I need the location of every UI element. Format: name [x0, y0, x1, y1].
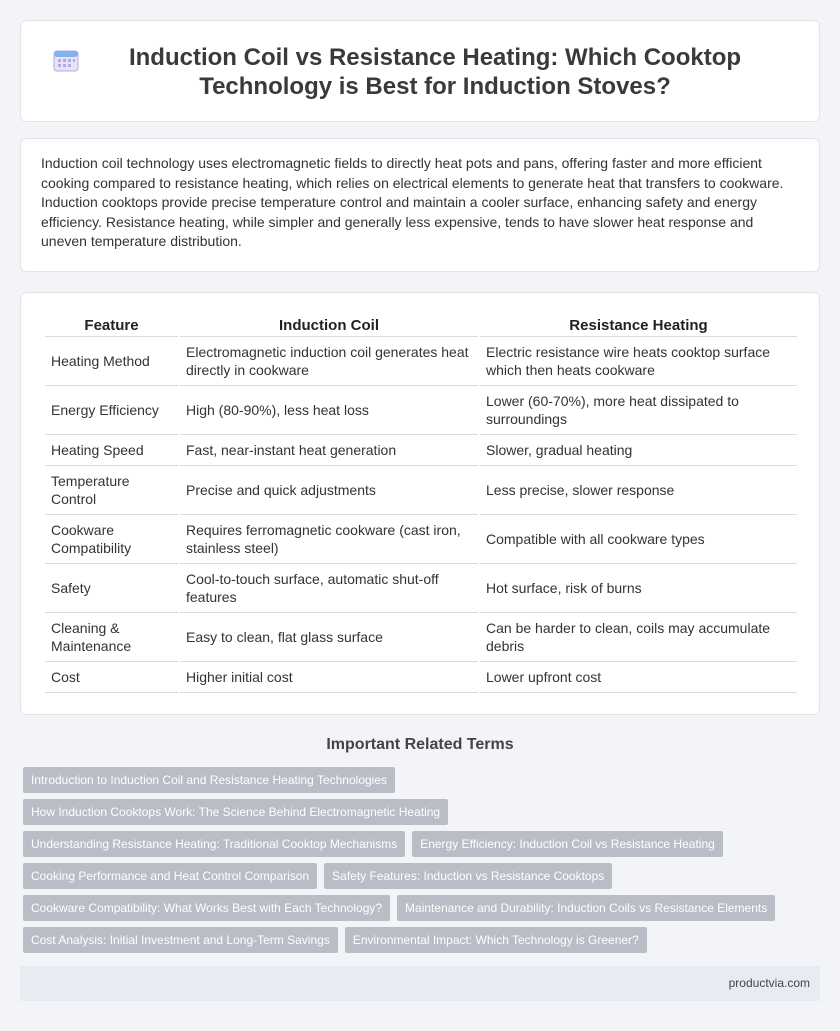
induction-cell: Easy to clean, flat glass surface: [180, 613, 478, 662]
related-term-link[interactable]: Energy Efficiency: Induction Coil vs Resistance Heating: [412, 831, 723, 857]
feature-cell: Heating Method: [45, 337, 178, 386]
intro-paragraph: Induction coil technology uses electromagnetic fields to directly heat pots and pans, offering faster and more efficient cooking compared to resistance heating, which relies on electrical elements to generate heat that transfers to cookware. Induction cooktops provide precise temperature control and maintain a cooler surface, enhancing safety and energy efficiency. Resistance heating, while simpler and generally less expensive, tends to have slower heat response and uneven temperature distribution.: [41, 155, 784, 249]
resistance-cell: Lower (60-70%), more heat dissipated to surroundings: [480, 386, 797, 435]
induction-cell: Precise and quick adjustments: [180, 466, 478, 515]
related-term-link[interactable]: Safety Features: Induction vs Resistance Cooktops: [324, 863, 612, 889]
intro-card: [20, 138, 820, 272]
induction-cell: Electromagnetic induction coil generates heat directly in cookware: [180, 337, 478, 386]
table-row: [45, 613, 797, 662]
table-row: [45, 564, 797, 613]
resistance-cell: Lower upfront cost: [480, 662, 797, 693]
resistance-cell: Electric resistance wire heats cooktop surface which then heats cookware: [480, 337, 797, 386]
induction-cell: Cool-to-touch surface, automatic shut-off features: [180, 564, 478, 613]
table-row: [45, 435, 797, 466]
feature-cell: Heating Speed: [45, 435, 178, 466]
header-resistance-heating: Resistance Heating: [480, 315, 797, 337]
table-row: [45, 662, 797, 693]
related-term-link[interactable]: How Induction Cooktops Work: The Science Behind Electromagnetic Heating: [23, 799, 448, 825]
title-card: [20, 20, 820, 122]
induction-cell: High (80-90%), less heat loss: [180, 386, 478, 435]
resistance-cell: Can be harder to clean, coils may accumulate debris: [480, 613, 797, 662]
table-row: [45, 337, 797, 386]
induction-cell: Higher initial cost: [180, 662, 478, 693]
related-terms-list: [23, 767, 813, 959]
feature-cell: Safety: [45, 564, 178, 613]
feature-cell: Cleaning & Maintenance: [45, 613, 178, 662]
page-title: Induction Coil vs Resistance Heating: Which Cooktop Technology is Best for Induction Stoves?: [128, 44, 742, 100]
table-row: [45, 515, 797, 564]
related-term-link[interactable]: Cost Analysis: Initial Investment and Long-Term Savings: [23, 927, 338, 953]
footer-site-link[interactable]: productvia.com: [728, 976, 810, 990]
table-row: [45, 386, 797, 435]
resistance-cell: Hot surface, risk of burns: [480, 564, 797, 613]
related-terms-heading: Important Related Terms: [326, 736, 514, 753]
comparison-table-card: [20, 292, 820, 715]
related-term-link[interactable]: Environmental Impact: Which Technology is Greener?: [345, 927, 647, 953]
footer: [20, 966, 820, 1001]
table-row: [45, 466, 797, 515]
feature-cell: Cookware Compatibility: [45, 515, 178, 564]
resistance-cell: Compatible with all cookware types: [480, 515, 797, 564]
resistance-cell: Slower, gradual heating: [480, 435, 797, 466]
related-term-link[interactable]: Cooking Performance and Heat Control Comparison: [23, 863, 317, 889]
related-term-link[interactable]: Understanding Resistance Heating: Traditional Cooktop Mechanisms: [23, 831, 405, 857]
related-term-link[interactable]: Introduction to Induction Coil and Resistance Heating Technologies: [23, 767, 395, 793]
related-term-link[interactable]: Maintenance and Durability: Induction Coils vs Resistance Elements: [397, 895, 775, 921]
feature-cell: Cost: [45, 662, 178, 693]
comparison-table: [43, 315, 799, 693]
induction-cell: Requires ferromagnetic cookware (cast iron, stainless steel): [180, 515, 478, 564]
resistance-cell: Less precise, slower response: [480, 466, 797, 515]
feature-cell: Temperature Control: [45, 466, 178, 515]
header-feature: Feature: [45, 315, 178, 337]
related-term-link[interactable]: Cookware Compatibility: What Works Best with Each Technology?: [23, 895, 390, 921]
feature-cell: Energy Efficiency: [45, 386, 178, 435]
header-induction-coil: Induction Coil: [180, 315, 478, 337]
induction-cell: Fast, near-instant heat generation: [180, 435, 478, 466]
